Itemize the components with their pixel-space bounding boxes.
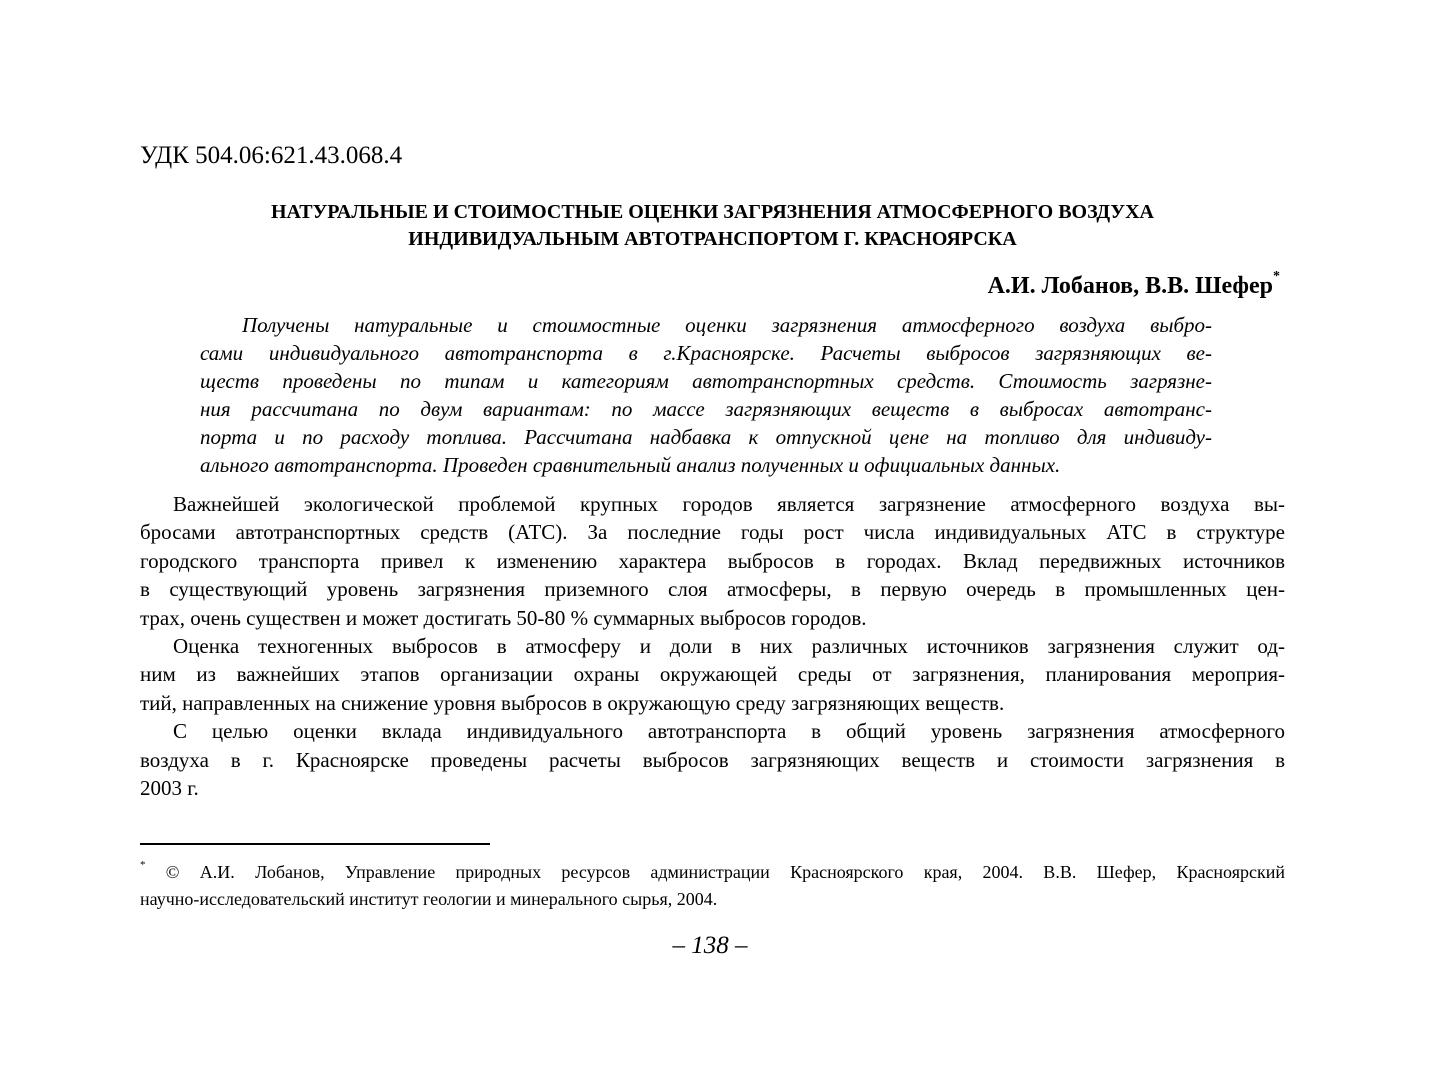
title-line: НАТУРАЛЬНЫЕ И СТОИМОСТНЫЕ ОЦЕНКИ ЗАГРЯЗНЕНИЯ АТМОСФЕРНОГО ВОЗДУХА xyxy=(271,201,1154,223)
abstract-line: ния рассчитана по двум вариантам: по массе загрязняющих веществ в выбросах автотранс- xyxy=(200,397,1212,421)
authors xyxy=(988,266,1280,301)
body-line: трах, очень существен и может достигать 50-80 % суммарных выбросов городов. xyxy=(140,605,867,630)
udc-code: УДК 504.06:621.43.068.4 xyxy=(140,142,403,169)
title-line: ИНДИВИДУАЛЬНЫМ АВТОТРАНСПОРТОМ Г. КРАСНОЯРСКА xyxy=(408,228,1017,250)
body-line: бросами автотранспортных средств (АТС). За последние годы рост числа индивидуальных АТС в структуре xyxy=(140,520,1285,545)
abstract-line: ального автотранспорта. Проведен сравнительный анализ полученных и официальных данных. xyxy=(200,453,1061,477)
body-line: в существующий уровень загрязнения приземного слоя атмосферы, в первую очередь в промышленных цен- xyxy=(140,577,1285,602)
footnote-separator xyxy=(140,843,490,845)
abstract xyxy=(200,311,1212,479)
abstract-line: сами индивидуального автотранспорта в г.Красноярске. Расчеты выбросов загрязняющих ве- xyxy=(200,341,1212,365)
author-names: А.И. Лобанов, В.В. Шефер xyxy=(987,273,1273,299)
footnote-marker: * xyxy=(140,859,146,871)
footnote-line xyxy=(140,855,1285,886)
abstract-line: Получены натуральные и стоимостные оценки загрязнения атмосферного воздуха выбро- xyxy=(242,313,1212,337)
body-line: ним из важнейших этапов организации охраны окружающей среды от загрязнения, планирования мероприя- xyxy=(140,662,1285,687)
abstract-line: ществ проведены по типам и категориям автотранспортных средств. Стоимость загрязне- xyxy=(200,369,1212,393)
body-line: Важнейшей экологической проблемой крупных городов является загрязнение атмосферного воздуха вы- xyxy=(173,492,1285,516)
body-line: 2003 г. xyxy=(140,776,199,801)
footnote xyxy=(140,855,1285,913)
body-line: Оценка техногенных выбросов в атмосферу и доли в них различных источников загрязнения служит од- xyxy=(173,634,1285,659)
body-text xyxy=(140,490,1285,802)
page-number: – 138 – xyxy=(672,932,748,959)
footnote-marker: * xyxy=(1273,269,1280,284)
footnote-text: © А.И. Лобанов, Управление природных ресурсов администрации Красноярского края, 2004. В.В. Шефер, Красноярский xyxy=(145,862,1285,882)
body-line: городского транспорта привел к изменению характера выбросов в городах. Вклад передвижных источников xyxy=(140,548,1285,573)
abstract-line: порта и по расходу топлива. Рассчитана надбавка к отпускной цене на топливо для индивиду- xyxy=(200,425,1212,449)
body-line: воздуха в г. Красноярске проведены расчеты выбросов загрязняющих веществ и стоимости загрязнения в xyxy=(140,747,1285,772)
body-line: С целью оценки вклада индивидуального автотранспорта в общий уровень загрязнения атмосферного xyxy=(173,719,1285,744)
footnote-line: научно-исследовательский институт геологии и минерального сырья, 2004. xyxy=(140,889,718,909)
article-title xyxy=(140,199,1285,253)
body-line: тий, направленных на снижение уровня выбросов в окружающую среду загрязняющих веществ. xyxy=(140,690,1005,715)
